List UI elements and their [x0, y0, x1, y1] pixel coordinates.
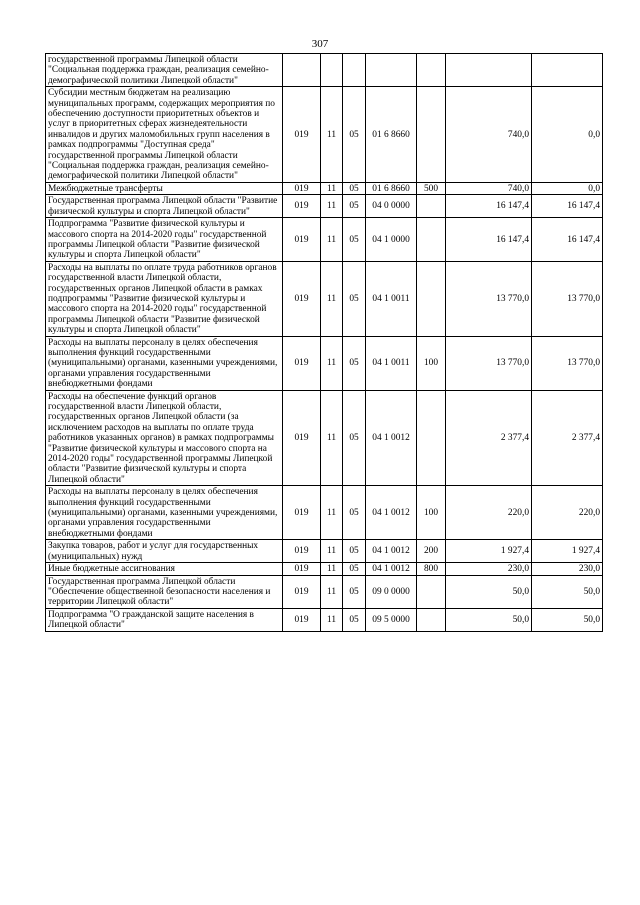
- row-pr: 05: [343, 540, 366, 563]
- row-name: Расходы на обеспечение функций органов государственной власти Липецкой области, государственных органов Липецкой области (за исключением расходов на выплаты по оплате труда работников указанных органов) в рамках подпрограммы "Развитие физической культуры и массового спорта на 2014-2020 годы" государственной программы Липецкой области "Развитие физической культуры и спорта Липецкой области": [46, 390, 283, 486]
- row-csr: 04 1 0000: [366, 218, 417, 262]
- row-pr: 05: [343, 195, 366, 218]
- budget-table: [45, 53, 603, 632]
- row-name: Государственная программа Липецкой области "Обеспечение общественной безопасности населения и территории Липецкой области": [46, 575, 283, 608]
- row-vr: [417, 575, 446, 608]
- table-row: [46, 87, 603, 183]
- row-vr: [417, 608, 446, 631]
- row-name: Подпрограмма "О гражданской защите населения в Липецкой области": [46, 608, 283, 631]
- row-rz: 11: [321, 608, 343, 631]
- table-row: [46, 608, 603, 631]
- row-rz: 11: [321, 261, 343, 336]
- row-ved: 019: [283, 336, 321, 390]
- table-row: [46, 336, 603, 390]
- row-name: Расходы на выплаты персоналу в целях обеспечения выполнения функций государственными (муниципальными) органами, казенными учреждениями, органами управления государственными внебюджетными фондами: [46, 336, 283, 390]
- row-rz: 11: [321, 182, 343, 194]
- row-pr: 05: [343, 261, 366, 336]
- row-csr: 04 1 0012: [366, 540, 417, 563]
- row-name: государственной программы Липецкой области "Социальная поддержка граждан, реализация семейно-демографической политики Липецкой области": [46, 54, 283, 87]
- row-pr: 05: [343, 575, 366, 608]
- row-vr: [417, 218, 446, 262]
- row-ved: 019: [283, 87, 321, 183]
- row-sum-1: 1 927,4: [446, 540, 532, 563]
- row-vr: [417, 87, 446, 183]
- table-body: [46, 54, 603, 632]
- row-ved: 019: [283, 390, 321, 486]
- table-row: [46, 218, 603, 262]
- row-name: Субсидии местным бюджетам на реализацию муниципальных программ, содержащих мероприятия по обеспечению доступности приоритетных объектов и услуг в приоритетных сферах жизнедеятельности инвалидов и других маломобильных групп населения в рамках подпрограммы "Доступная среда" государственной программы Липецкой области "Социальная поддержка граждан, реализация семейно-демографической политики Липецкой области": [46, 87, 283, 183]
- table-row: [46, 486, 603, 540]
- row-pr: 05: [343, 182, 366, 194]
- row-ved: 019: [283, 540, 321, 563]
- row-pr: 05: [343, 336, 366, 390]
- row-csr: 01 6 8660: [366, 87, 417, 183]
- row-ved: 019: [283, 575, 321, 608]
- row-vr: 200: [417, 540, 446, 563]
- row-pr: 05: [343, 608, 366, 631]
- row-sum-1: 13 770,0: [446, 336, 532, 390]
- row-sum-2: 230,0: [532, 563, 603, 575]
- row-sum-1: 16 147,4: [446, 218, 532, 262]
- page-number: 307: [311, 38, 329, 50]
- row-csr: 04 1 0012: [366, 390, 417, 486]
- table-row: [46, 182, 603, 194]
- row-csr: 01 6 8660: [366, 182, 417, 194]
- row-rz: 11: [321, 540, 343, 563]
- row-name: Закупка товаров, работ и услуг для государственных (муниципальных) нужд: [46, 540, 283, 563]
- table-row: [46, 563, 603, 575]
- row-vr: 100: [417, 336, 446, 390]
- row-sum-2: 50,0: [532, 575, 603, 608]
- row-name: Подпрограмма "Развитие физической культуры и массового спорта на 2014-2020 годы" государственной программы Липецкой области "Развитие физической культуры и спорта Липецкой области": [46, 218, 283, 262]
- row-rz: 11: [321, 218, 343, 262]
- row-rz: 11: [321, 575, 343, 608]
- row-sum-2: 220,0: [532, 486, 603, 540]
- row-sum-1: 740,0: [446, 182, 532, 194]
- table-row: [46, 261, 603, 336]
- row-sum-2: 0,0: [532, 182, 603, 194]
- row-sum-1: 50,0: [446, 608, 532, 631]
- row-rz: 11: [321, 390, 343, 486]
- row-ved: 019: [283, 261, 321, 336]
- row-pr: 05: [343, 563, 366, 575]
- row-sum-2: 2 377,4: [532, 390, 603, 486]
- row-sum-1: 2 377,4: [446, 390, 532, 486]
- row-sum-2: 16 147,4: [532, 195, 603, 218]
- row-pr: 05: [343, 87, 366, 183]
- row-sum-2: 50,0: [532, 608, 603, 631]
- row-vr: 800: [417, 563, 446, 575]
- row-csr: 09 0 0000: [366, 575, 417, 608]
- table-row: [46, 575, 603, 608]
- row-csr: 04 1 0012: [366, 486, 417, 540]
- row-sum-1: 16 147,4: [446, 195, 532, 218]
- row-name: Иные бюджетные ассигнования: [46, 563, 283, 575]
- row-csr: 09 5 0000: [366, 608, 417, 631]
- row-csr: [366, 54, 417, 87]
- row-sum-1: 13 770,0: [446, 261, 532, 336]
- row-sum-1: 220,0: [446, 486, 532, 540]
- row-csr: 04 1 0011: [366, 261, 417, 336]
- row-ved: [283, 54, 321, 87]
- row-ved: 019: [283, 182, 321, 194]
- row-pr: [343, 54, 366, 87]
- table-row: [46, 390, 603, 486]
- row-csr: 04 1 0012: [366, 563, 417, 575]
- row-rz: [321, 54, 343, 87]
- row-vr: [417, 261, 446, 336]
- row-sum-2: 0,0: [532, 87, 603, 183]
- row-sum-2: 13 770,0: [532, 261, 603, 336]
- row-name: Расходы на выплаты персоналу в целях обеспечения выполнения функций государственными (муниципальными) органами, казенными учреждениями, органами управления государственными внебюджетными фондами: [46, 486, 283, 540]
- row-ved: 019: [283, 195, 321, 218]
- row-ved: 019: [283, 563, 321, 575]
- table-row: [46, 540, 603, 563]
- row-ved: 019: [283, 486, 321, 540]
- row-sum-2: 13 770,0: [532, 336, 603, 390]
- row-sum-2: [532, 54, 603, 87]
- row-rz: 11: [321, 336, 343, 390]
- row-vr: [417, 195, 446, 218]
- row-vr: 500: [417, 182, 446, 194]
- row-sum-1: 740,0: [446, 87, 532, 183]
- row-pr: 05: [343, 218, 366, 262]
- row-rz: 11: [321, 195, 343, 218]
- table-row: [46, 54, 603, 87]
- row-vr: [417, 54, 446, 87]
- row-pr: 05: [343, 486, 366, 540]
- row-sum-2: 16 147,4: [532, 218, 603, 262]
- row-ved: 019: [283, 608, 321, 631]
- row-vr: [417, 390, 446, 486]
- row-pr: 05: [343, 390, 366, 486]
- row-name: Расходы на выплаты по оплате труда работников органов государственной власти Липецкой области, государственных органов Липецкой области в рамках подпрограммы "Развитие физической культуры и массового спорта на 2014-2020 годы" государственной программы Липецкой области "Развитие физической культуры и спорта Липецкой области": [46, 261, 283, 336]
- row-vr: 100: [417, 486, 446, 540]
- row-sum-2: 1 927,4: [532, 540, 603, 563]
- row-sum-1: [446, 54, 532, 87]
- row-rz: 11: [321, 486, 343, 540]
- row-ved: 019: [283, 218, 321, 262]
- row-csr: 04 0 0000: [366, 195, 417, 218]
- row-name: Государственная программа Липецкой области "Развитие физической культуры и спорта Липецкой области": [46, 195, 283, 218]
- row-sum-1: 230,0: [446, 563, 532, 575]
- row-rz: 11: [321, 563, 343, 575]
- row-rz: 11: [321, 87, 343, 183]
- table-row: [46, 195, 603, 218]
- row-sum-1: 50,0: [446, 575, 532, 608]
- row-name: Межбюджетные трансферты: [46, 182, 283, 194]
- row-csr: 04 1 0011: [366, 336, 417, 390]
